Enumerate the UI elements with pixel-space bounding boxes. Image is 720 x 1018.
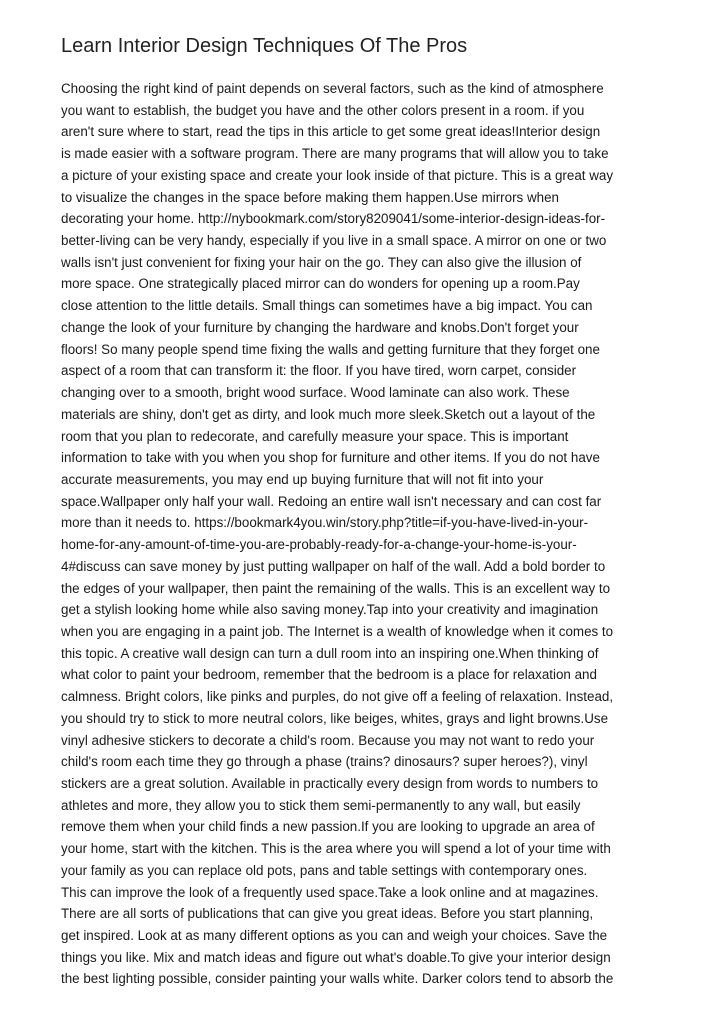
body-text-line: child's room each time they go through a phase (trains? dinosaurs? super heroes?), vinyl: [61, 754, 588, 770]
body-text-line: space.Wallpaper only half your wall. Redoing an entire wall isn't necessary and can cost far: [61, 493, 602, 509]
body-text-line: room that you plan to redecorate, and carefully measure your space. This is important: [61, 428, 569, 444]
body-text-line: walls isn't just convenient for fixing your hair on the go. They can also give the illusion of: [61, 254, 582, 270]
body-text-line: you want to establish, the budget you have and the other colors present in a room. if you: [61, 102, 585, 118]
body-text-line: your family as you can replace old pots, pans and table settings with contemporary ones.: [61, 862, 588, 878]
body-text-line: calmness. Bright colors, like pinks and purples, do not give off a feeling of relaxation. Instead,: [61, 689, 614, 705]
body-text-line: the edges of your wallpaper, then paint the remaining of the walls. This is an excellent way to: [61, 580, 611, 596]
body-text-line: decorating your home. http://nybookmark.com/story8209041/some-interior-design-ideas-for-: [61, 211, 606, 227]
body-text-line: things you like. Mix and match ideas and figure out what's doable.To give your interior design: [61, 949, 611, 965]
body-text-line: is made easier with a software program. There are many programs that will allow you to take: [61, 146, 609, 162]
body-text-line: accurate measurements, you may end up buying furniture that will not fit into your: [61, 471, 544, 487]
body-text-line: the best lighting possible, consider painting your walls white. Darker colors tend to absorb the: [61, 971, 614, 987]
body-text-line: close attention to the little details. Small things can sometimes have a big impact. You can: [61, 298, 593, 314]
body-text-line: aren't sure where to start, read the tips in this article to get some great ideas!Interior design: [61, 124, 601, 140]
body-text-line: athletes and more, they allow you to stick them semi-permanently to any wall, but easily: [61, 797, 581, 813]
body-text-line: There are all sorts of publications that can give you great ideas. Before you start planning,: [61, 906, 594, 922]
body-text-line: what color to paint your bedroom, remember that the bedroom is a place for relaxation and: [61, 667, 597, 683]
body-text-line: a picture of your existing space and create your look inside of that picture. This is a great way: [61, 167, 614, 183]
body-text-line: remove them when your child finds a new passion.If you are looking to upgrade an area of: [61, 819, 595, 835]
body-text-line: get a stylish looking home while also saving money.Tap into your creativity and imagination: [61, 602, 599, 618]
body-text-line: more than it needs to. https://bookmark4you.win/story.php?title=if-you-have-lived-in-your-: [61, 515, 589, 531]
body-text-line: aspect of a room that can transform it: the floor. If you have tired, worn carpet, consider: [61, 363, 577, 379]
body-text-line: your home, start with the kitchen. This is the area where you will spend a lot of your time with: [61, 841, 611, 857]
body-text-line: when you are engaging in a paint job. The Internet is a wealth of knowledge when it comes to: [61, 623, 614, 639]
document-body: [61, 78, 671, 990]
body-text-line: get inspired. Look at as many different options as you can and weigh your choices. Save the: [61, 928, 608, 944]
body-text-line: materials are shiny, don't get as dirty, and look much more sleek.Sketch out a layout of the: [61, 406, 596, 422]
body-text-line: you should try to stick to more neutral colors, like beiges, whites, grays and light browns.Use: [61, 710, 609, 726]
body-text-line: stickers are a great solution. Available in practically every design from words to numbers to: [61, 776, 599, 791]
body-text-line: information to take with you when you shop for furniture and other items. If you do not have: [61, 450, 600, 466]
body-text-line: 4#discuss can save money by just putting wallpaper on half of the wall. Add a bold border to: [61, 558, 606, 574]
body-text-line: better-living can be very handy, especially if you live in a small space. A mirror on one or two: [61, 233, 607, 249]
body-text-line: This can improve the look of a frequently used space.Take a look online and at magazines.: [61, 884, 599, 900]
body-text-line: this topic. A creative wall design can turn a dull room into an inspiring one.When thinking of: [61, 645, 599, 661]
body-text-line: home-for-any-amount-of-time-you-are-probably-ready-for-a-change-your-home-is-your-: [61, 537, 577, 553]
body-text-line: change the look of your furniture by changing the hardware and knobs.Don't forget your: [61, 319, 579, 335]
document-title: Learn Interior Design Techniques Of The Pros: [61, 35, 468, 57]
body-text-line: more space. One strategically placed mirror can do wonders for opening up a room.Pay: [61, 276, 580, 292]
body-text-line: to visualize the changes in the space before making them happen.Use mirrors when: [61, 189, 559, 205]
body-text-line: floors! So many people spend time fixing the walls and getting furniture that they forget one: [61, 341, 600, 357]
body-text-line: vinyl adhesive stickers to decorate a child's room. Because you may not want to redo your: [61, 732, 595, 748]
body-text-line: Choosing the right kind of paint depends on several factors, such as the kind of atmosphere: [61, 81, 604, 96]
body-text-line: changing over to a smooth, bright wood surface. Wood laminate can also work. These: [61, 385, 570, 401]
